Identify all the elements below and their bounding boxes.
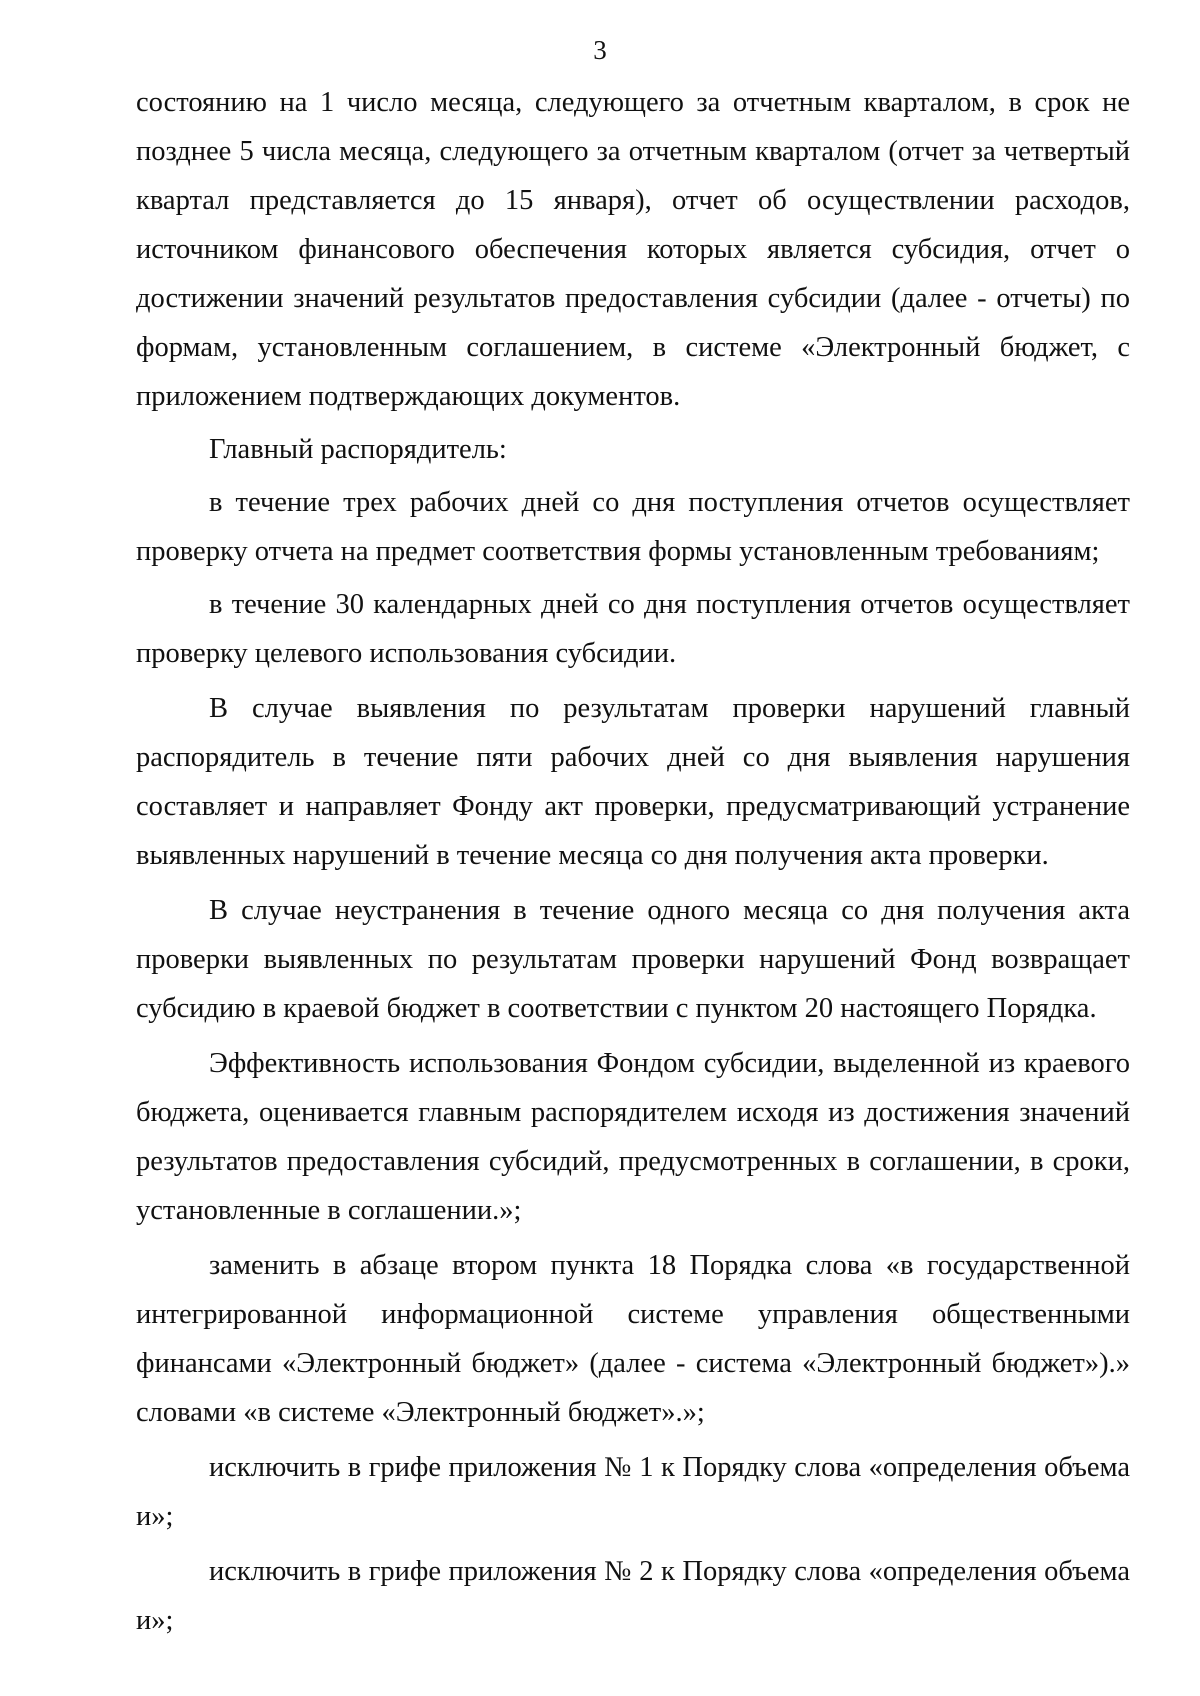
paragraph-subsidy-return: В случае неустранения в течение одного месяца со дня получения акта проверки выявленных по результатам проверки нарушений Фонд возвращает субсидию в краевой бюджет в соответствии с пунктом 20 настоящего Порядка.	[136, 895, 1130, 1024]
paragraph-efficiency: Эффективность использования Фондом субсидии, выделенной из краевого бюджета, оценивается главным распорядителем исходя из достижения значений результатов предоставления субсидий, предусмотренных в соглашении, в сроки, установленные в соглашении.»;	[136, 1048, 1130, 1226]
paragraph-check-target-use: в течение 30 календарных дней со дня поступления отчетов осуществляет проверку целевого использования субсидии.	[136, 589, 1130, 669]
paragraph-replace-words: заменить в абзаце втором пункта 18 Порядка слова «в государственной интегрированной информационной системе управления общественными финансами «Электронный бюджет» (далее - система «Электронный бюджет»).» словами «в системе «Электронный бюджет».»;	[136, 1250, 1130, 1428]
page-number: 3	[593, 35, 607, 65]
paragraph-heading-main-manager: Главный распорядитель:	[209, 434, 507, 465]
paragraph-violations-act: В случае выявления по результатам проверки нарушений главный распорядитель в течение пяти рабочих дней со дня выявления нарушения составляет и направляет Фонду акт проверки, предусматривающий устранение выявленных нарушений в течение месяца со дня получения акта проверки.	[136, 693, 1130, 871]
document-body	[136, 78, 1130, 1645]
paragraph-continuation: состоянию на 1 число месяца, следующего за отчетным кварталом, в срок не позднее 5 числа месяца, следующего за отчетным кварталом (отчет за четвертый квартал представляется до 15 января), отчет об осуществлении расходов, источником финансового обеспечения которых является субсидия, отчет о достижении значений результатов предоставления субсидии (далее - отчеты) по формам, установленным соглашением, в системе «Электронный бюджет, с приложением подтверждающих документов.	[136, 87, 1130, 412]
paragraph-exclude-appendix-1: исключить в грифе приложения № 1 к Порядку слова «определения объема и»;	[136, 1452, 1130, 1532]
paragraph-check-report-form: в течение трех рабочих дней со дня поступления отчетов осуществляет проверку отчета на предмет соответствия формы установленным требованиям;	[136, 487, 1130, 567]
paragraph-exclude-appendix-2: исключить в грифе приложения № 2 к Порядку слова «определения объема и»;	[136, 1556, 1130, 1636]
